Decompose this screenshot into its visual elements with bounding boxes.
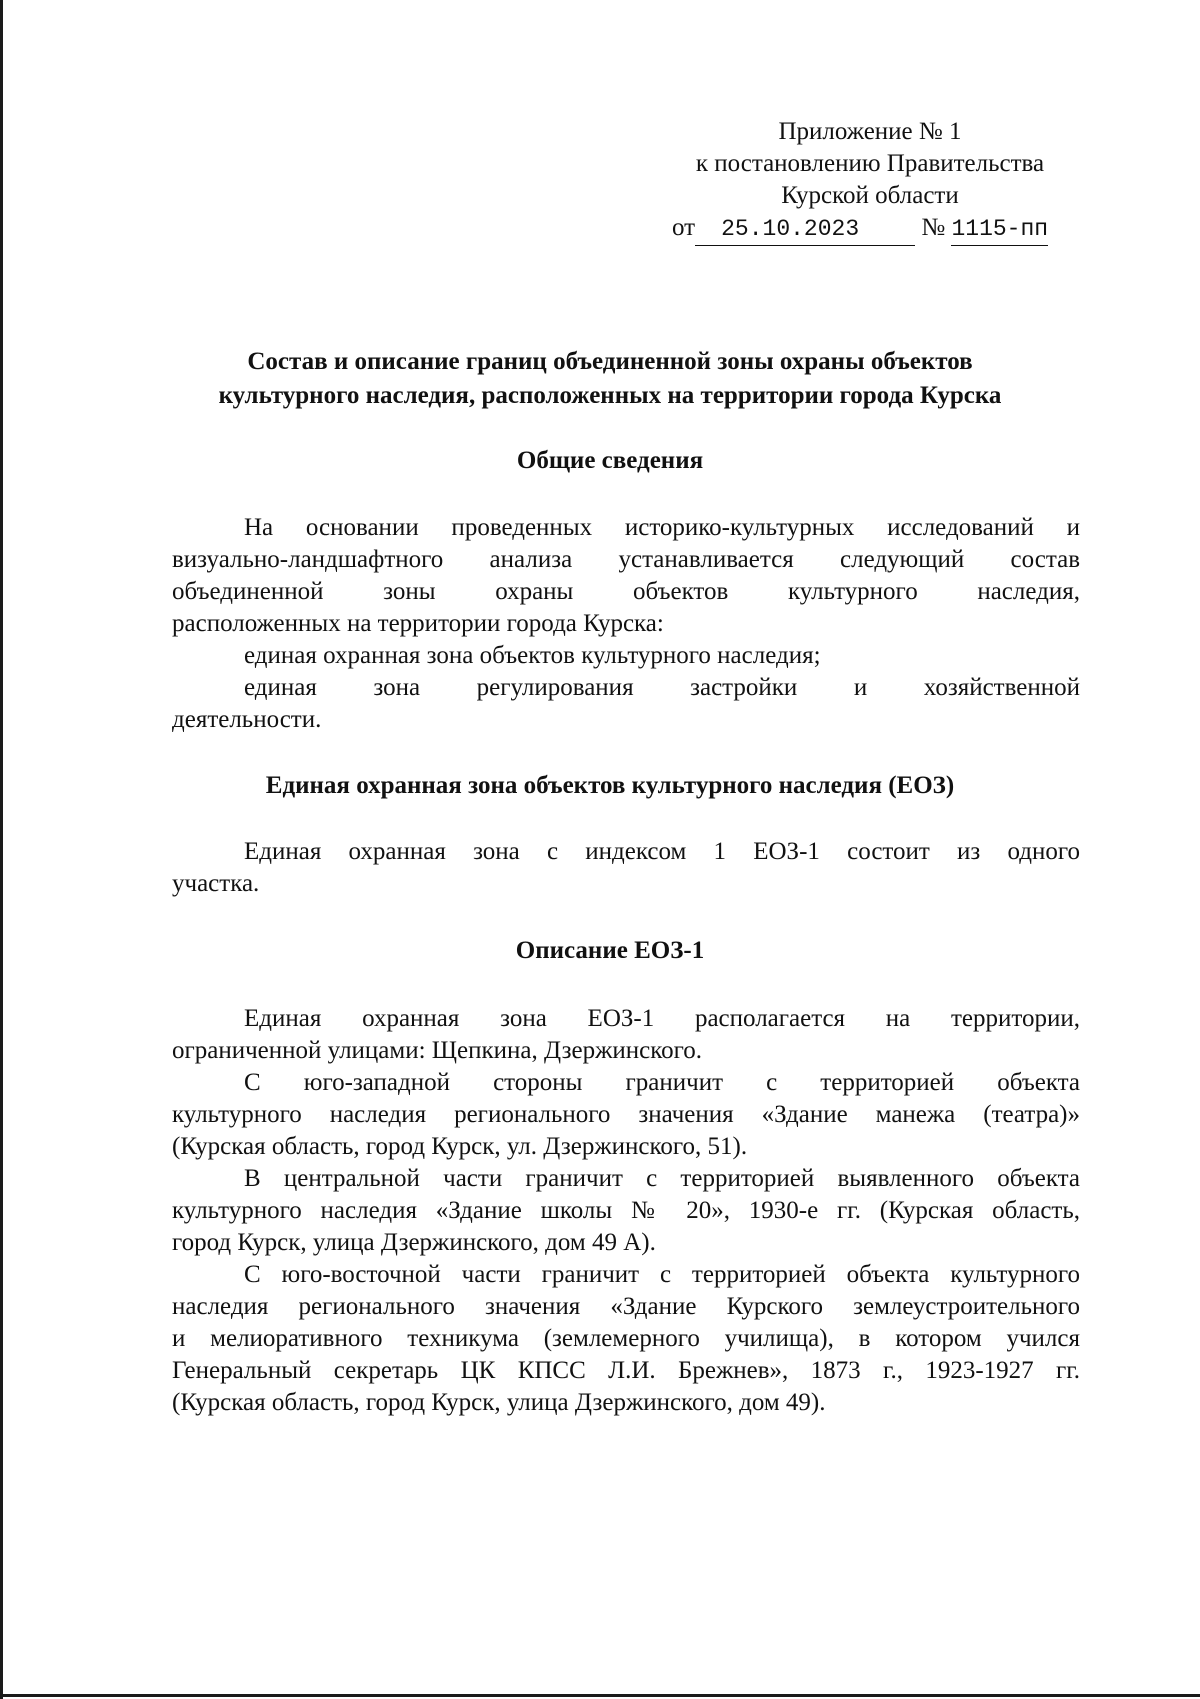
resolution-date: 25.10.2023 xyxy=(695,213,915,246)
text-line: единая зона регулирования застройки и хозяйственной xyxy=(244,674,1080,701)
text-line: деятельности. xyxy=(172,706,322,733)
date-prefix: от xyxy=(672,214,696,241)
heading-description: Описание ЕОЗ-1 xyxy=(515,937,705,964)
heading-general: Общие сведения xyxy=(516,447,704,474)
text-line: объединенной зоны охраны объектов культурного наследия, xyxy=(172,578,1080,605)
text-line: культурного наследия «Здание школы № 20», 1930-е гг. (Курская область, xyxy=(172,1197,1080,1224)
title-line: Состав и описание границ объединенной зоны охраны объектов xyxy=(247,348,973,375)
text-line: Генеральный секретарь ЦК КПСС Л.И. Брежнев», 1873 г., 1923-1927 гг. xyxy=(172,1357,1080,1384)
heading-eoz: Единая охранная зона объектов культурного наследия (ЕОЗ) xyxy=(265,772,955,799)
text-line: единая охранная зона объектов культурного наследия; xyxy=(244,642,821,669)
general-text xyxy=(172,512,1080,736)
text-line: культурного наследия регионального значения «Здание манежа (театра)» xyxy=(172,1101,1080,1128)
text-line: В центральной части граничит с территорией выявленного объекта xyxy=(244,1165,1080,1192)
text-line: Единая охранная зона ЕОЗ-1 располагается на территории, xyxy=(244,1005,1080,1032)
appendix-region: Курской области xyxy=(781,182,959,209)
page-border-left xyxy=(0,0,3,1699)
text-line: город Курск, улица Дзержинского, дом 49 А). xyxy=(172,1229,656,1256)
eoz-text xyxy=(172,836,1080,900)
resolution-number: 1115-пп xyxy=(951,213,1048,246)
text-line: наследия регионального значения «Здание Курского землеустроительного xyxy=(172,1293,1080,1320)
appendix-header xyxy=(660,116,1080,242)
title-line: культурного наследия, расположенных на территории города Курска xyxy=(218,382,1002,409)
appendix-number: Приложение № 1 xyxy=(778,118,962,145)
text-line: С юго-восточной части граничит с территорией объекта культурного xyxy=(244,1261,1080,1288)
appendix-resolution: к постановлению Правительства xyxy=(695,150,1045,177)
document-title xyxy=(140,345,1080,413)
page-border-bottom xyxy=(0,1694,1200,1697)
text-line: расположенных на территории города Курска: xyxy=(172,610,664,637)
text-line: и мелиоративного техникума (землемерного училища), в котором учился xyxy=(172,1325,1080,1352)
text-line: Единая охранная зона с индексом 1 ЕОЗ-1 состоит из одного xyxy=(244,838,1080,865)
text-line: С юго-западной стороны граничит с территорией объекта xyxy=(244,1069,1080,1096)
description-text xyxy=(172,1003,1080,1419)
text-line: (Курская область, город Курск, ул. Дзержинского, 51). xyxy=(172,1133,748,1160)
text-line: На основании проведенных историко-культурных исследований и xyxy=(244,514,1080,541)
number-prefix: № xyxy=(921,214,946,241)
text-line: визуально-ландшафтного анализа устанавливается следующий состав xyxy=(172,546,1080,573)
appendix-date-line xyxy=(672,212,1048,246)
text-line: (Курская область, город Курск, улица Дзержинского, дом 49). xyxy=(172,1389,826,1416)
text-line: участка. xyxy=(172,870,260,897)
text-line: ограниченной улицами: Щепкина, Дзержинского. xyxy=(172,1037,703,1064)
